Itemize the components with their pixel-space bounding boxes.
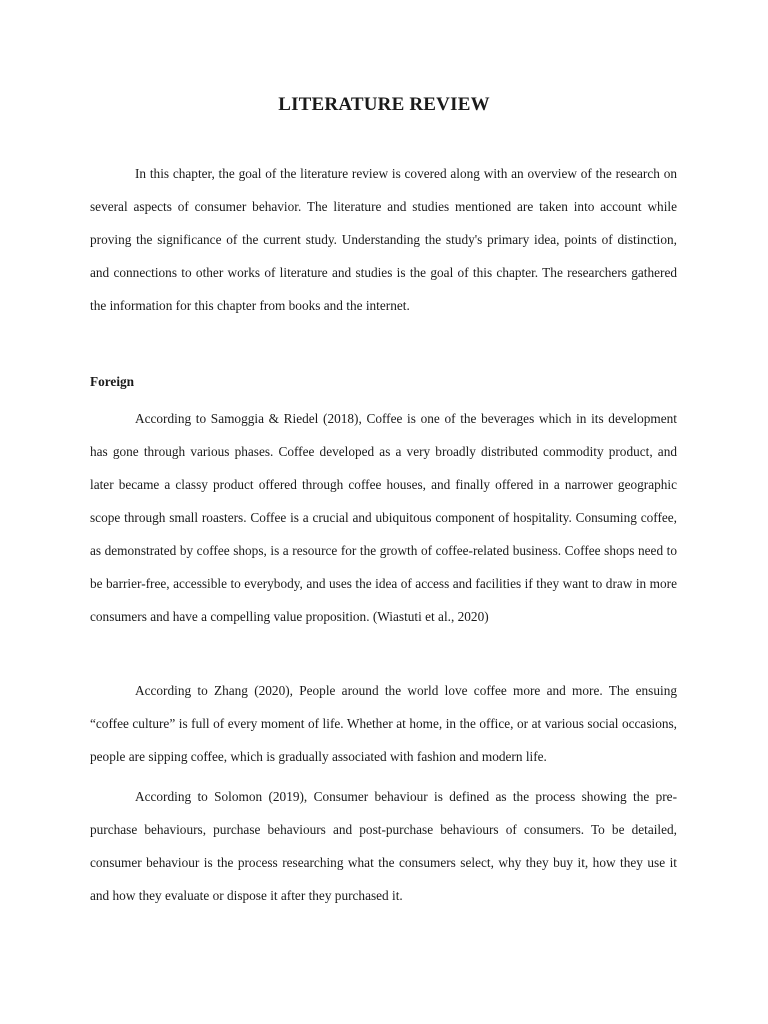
body-paragraph: According to Solomon (2019), Consumer behaviour is defined as the process showing the pre-purchase behaviours, purchase behaviours and post-purchase behaviours of consumers. To be detailed, consumer behaviour is the process researching what the consumers select, why they buy it, how they use it and how they evaluate or dispose it after they purchased it. [90, 789, 677, 903]
intro-paragraph: In this chapter, the goal of the literature review is covered along with an overview of the research on several aspects of consumer behavior. The literature and studies mentioned are taken into account while proving the significance of the current study. Understanding the study's primary idea, points of distinction, and connections to other works of literature and studies is the goal of this chapter. The researchers gathered the information for this chapter from books and the internet. [90, 166, 677, 313]
body-paragraph: According to Samoggia & Riedel (2018), Coffee is one of the beverages which in its development has gone through various phases. Coffee developed as a very broadly distributed commodity product, and later became a classy product offered through coffee houses, and finally offered in a narrower geographic scope through small roasters. Coffee is a crucial and ubiquitous component of hospitality. Consuming coffee, as demonstrated by coffee shops, is a resource for the growth of coffee-related business. Coffee shops need to be barrier-free, accessible to everybody, and uses the idea of access and facilities if they want to draw in more consumers and have a compelling value proposition. (Wiastuti et al., 2020) [90, 411, 677, 624]
section-heading-foreign: Foreign [90, 374, 135, 389]
body-paragraph: According to Zhang (2020), People around the world love coffee more and more. The ensuing “coffee culture” is full of every moment of life. Whether at home, in the office, or at various social occasions, people are sipping coffee, which is gradually associated with fashion and modern life. [90, 683, 677, 764]
page-title: LITERATURE REVIEW [278, 94, 490, 115]
